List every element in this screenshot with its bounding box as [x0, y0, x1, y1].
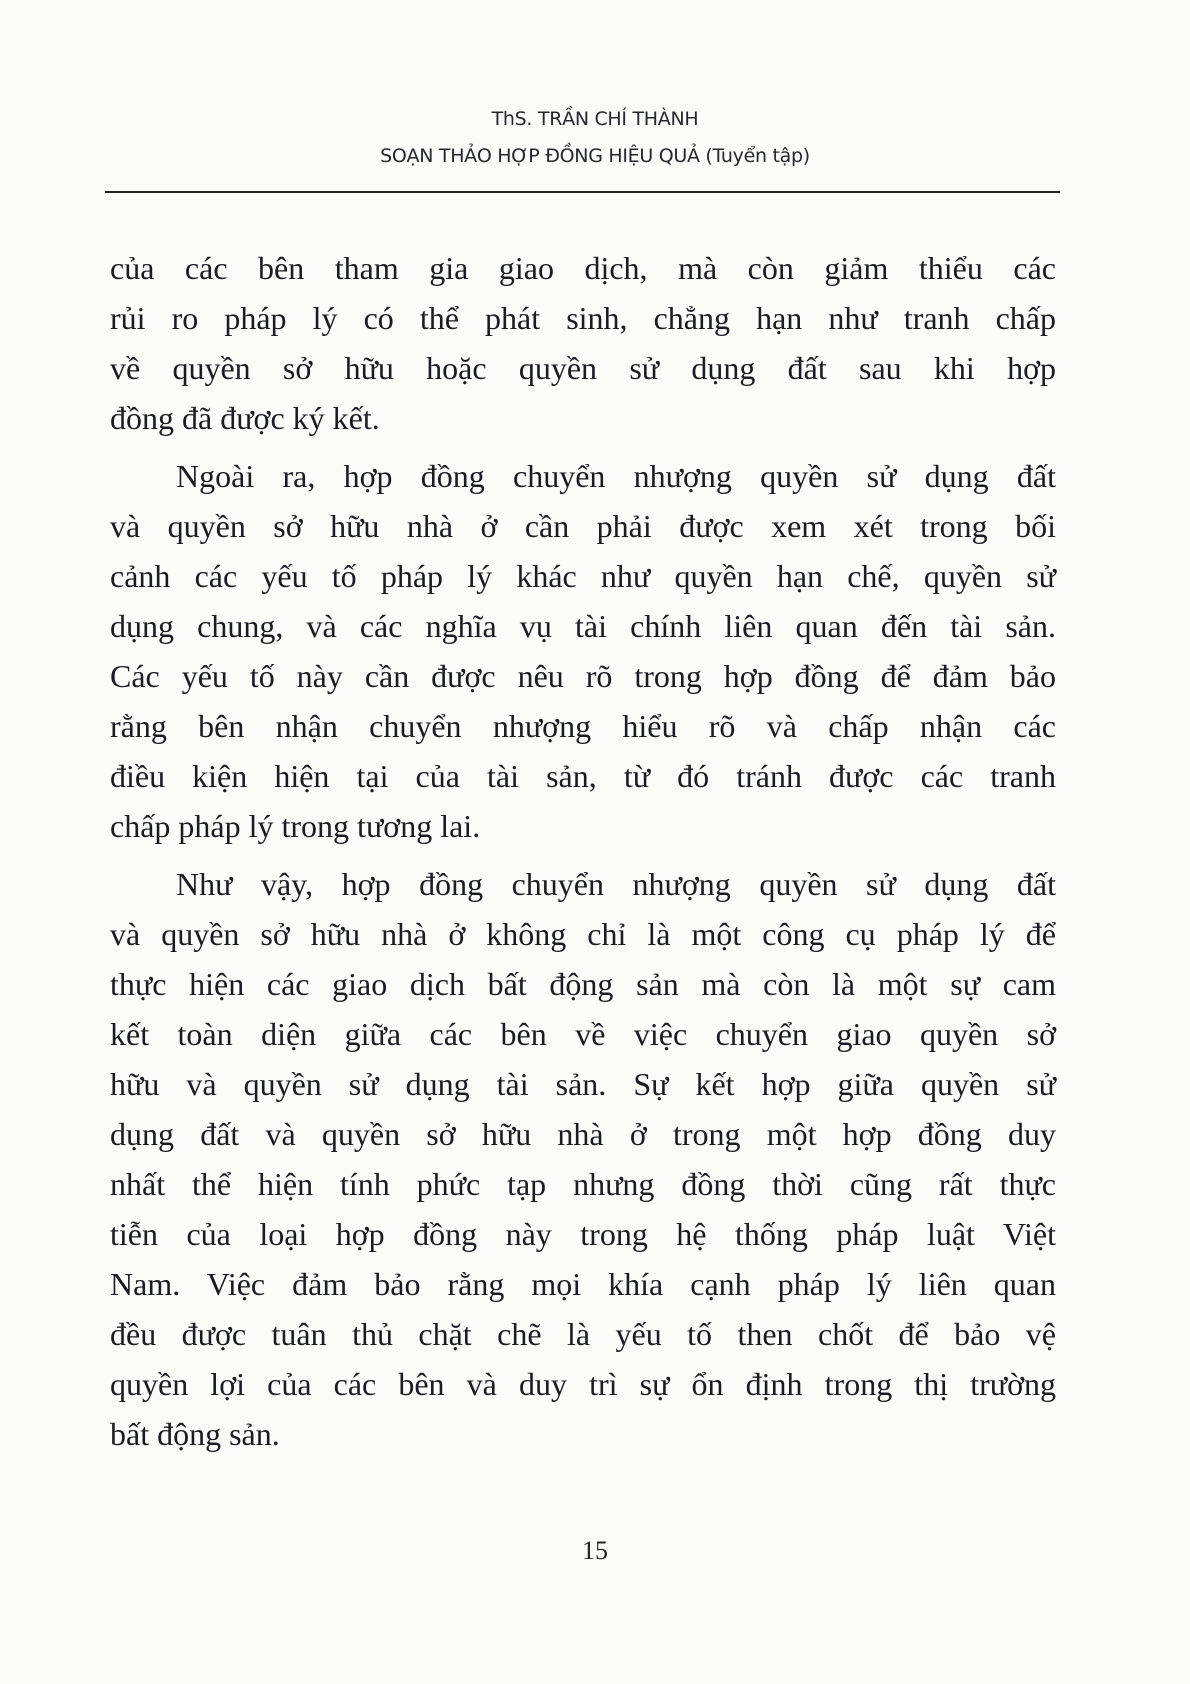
text-line: tiễn của loại hợp đồng này trong hệ thống pháp luật Việt	[110, 1216, 1056, 1252]
text-line: rằng bên nhận chuyển nhượng hiểu rõ và chấp nhận các	[110, 708, 1056, 744]
running-header-author: ThS. TRẦN CHÍ THÀNH	[491, 108, 699, 130]
paragraph	[110, 451, 1056, 851]
page-number: 15	[582, 1536, 608, 1565]
text-line: cảnh các yếu tố pháp lý khác như quyền hạn chế, quyền sử	[110, 558, 1056, 594]
text-line: kết toàn diện giữa các bên về việc chuyển giao quyền sở	[110, 1016, 1056, 1052]
text-line: của các bên tham gia giao dịch, mà còn giảm thiểu các	[110, 250, 1056, 286]
paragraph	[110, 243, 1056, 443]
text-line: bất động sản.	[110, 1416, 280, 1452]
text-line: Nam. Việc đảm bảo rằng mọi khía cạnh pháp lý liên quan	[110, 1266, 1056, 1302]
text-line: quyền lợi của các bên và duy trì sự ổn định trong thị trường	[110, 1366, 1056, 1402]
text-line: nhất thể hiện tính phức tạp nhưng đồng thời cũng rất thực	[110, 1166, 1056, 1202]
text-line: chấp pháp lý trong tương lai.	[110, 808, 481, 844]
text-line: thực hiện các giao dịch bất động sản mà còn là một sự cam	[110, 966, 1056, 1002]
text-line: điều kiện hiện tại của tài sản, từ đó tránh được các tranh	[110, 758, 1056, 794]
text-line: Các yếu tố này cần được nêu rõ trong hợp đồng để đảm bảo	[110, 658, 1056, 694]
body-text	[110, 243, 1056, 1467]
text-line: Như vậy, hợp đồng chuyển nhượng quyền sử dụng đất	[176, 866, 1056, 902]
text-line: và quyền sở hữu nhà ở không chỉ là một công cụ pháp lý để	[110, 916, 1056, 952]
header-rule	[105, 191, 1060, 193]
paragraph	[110, 859, 1056, 1459]
text-line: dụng chung, và các nghĩa vụ tài chính liên quan đến tài sản.	[110, 608, 1056, 644]
text-line: và quyền sở hữu nhà ở cần phải được xem xét trong bối	[110, 508, 1056, 544]
text-line: đều được tuân thủ chặt chẽ là yếu tố then chốt để bảo vệ	[110, 1316, 1056, 1352]
text-line: dụng đất và quyền sở hữu nhà ở trong một hợp đồng duy	[110, 1116, 1056, 1152]
running-header-title: SOẠN THẢO HỢP ĐỒNG HIỆU QUẢ (Tuyển tập)	[380, 145, 810, 167]
text-line: về quyền sở hữu hoặc quyền sử dụng đất sau khi hợp	[110, 350, 1056, 386]
text-line: Ngoài ra, hợp đồng chuyển nhượng quyền sử dụng đất	[176, 458, 1056, 494]
text-line: hữu và quyền sử dụng tài sản. Sự kết hợp giữa quyền sử	[110, 1066, 1056, 1102]
text-line: đồng đã được ký kết.	[110, 400, 380, 436]
text-line: rủi ro pháp lý có thể phát sinh, chẳng hạn như tranh chấp	[110, 300, 1056, 336]
